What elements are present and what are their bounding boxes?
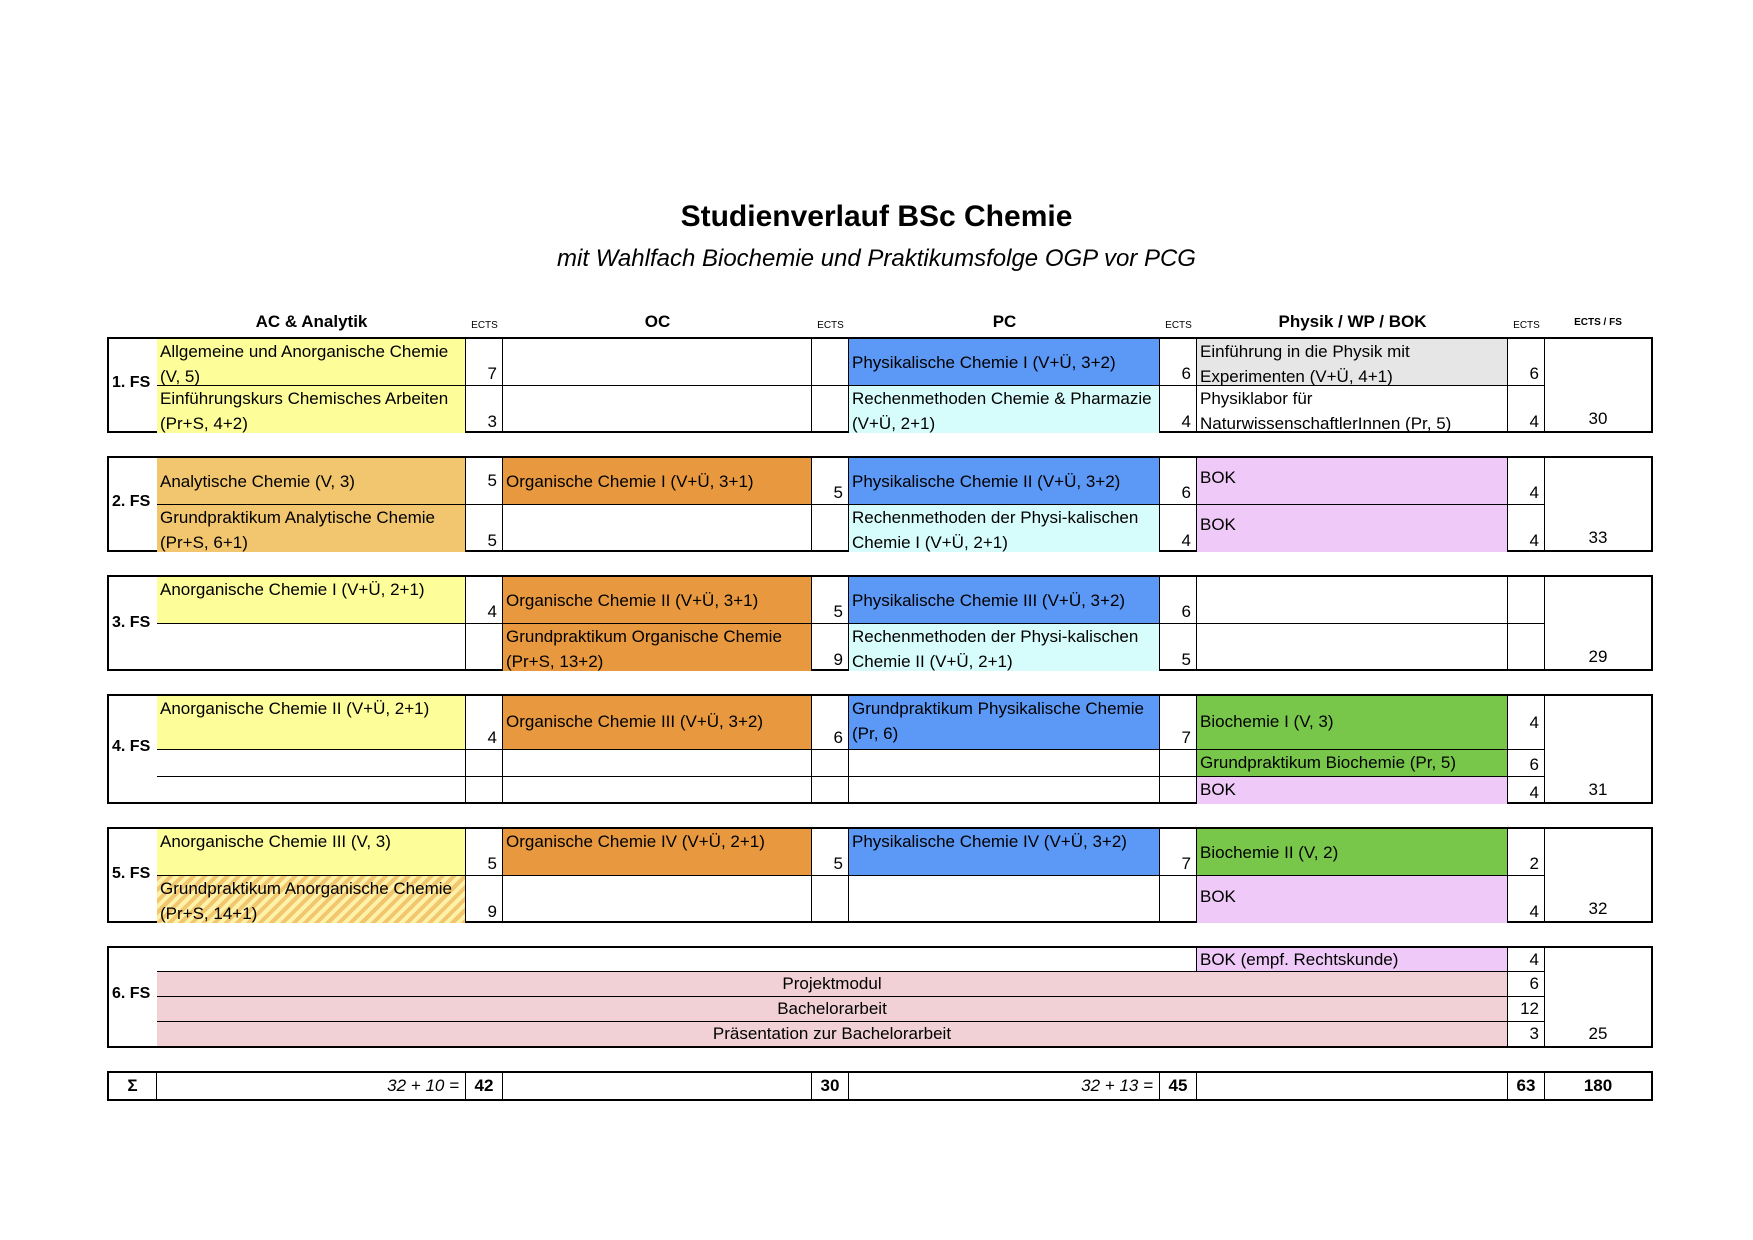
page-title: Studienverlauf BSc Chemie	[680, 200, 1073, 233]
course-physik-empty	[1197, 577, 1508, 624]
semester-label: 3. FS	[112, 614, 151, 631]
sum-oc-total: 30	[812, 1073, 849, 1099]
course-pc-1: Physikalische Chemie IV (V+Ü, 3+2)	[849, 829, 1160, 876]
ects-praesentation: 3	[1508, 1022, 1545, 1046]
header-ects-fs: ECTS / FS	[1574, 317, 1622, 328]
ects-biochemie-2: 2	[1508, 829, 1545, 876]
ects-bok-1: 4	[1508, 458, 1545, 505]
ects-ac-2: 3	[466, 386, 503, 433]
ects-oc-1: 5	[812, 458, 849, 505]
course-projektmodul: Projektmodul	[157, 972, 1508, 997]
ects-pc-empty	[1160, 777, 1197, 804]
ects-biochemie-1: 4	[1508, 696, 1545, 750]
ects-ac-1: 7	[466, 339, 503, 386]
ects-ac-1: 5	[466, 829, 503, 876]
ects-biochemie-2: 6	[1508, 750, 1545, 777]
ects-physik-empty	[1508, 624, 1545, 671]
ects-oc-empty	[812, 505, 849, 552]
semester-4-block	[107, 694, 1653, 804]
ects-ac-2: 5	[466, 505, 503, 552]
course-pc-empty	[849, 777, 1160, 804]
ects-oc-empty	[812, 339, 849, 386]
semester-total: 31	[1588, 780, 1608, 799]
course-ac-1: Anorganische Chemie II (V+Ü, 2+1)	[157, 696, 466, 750]
course-bok-1: BOK	[1197, 458, 1508, 505]
course-ac-1: Analytische Chemie (V, 3)	[157, 458, 466, 505]
ects-bok: 4	[1508, 777, 1545, 804]
ects-oc-2: 9	[812, 624, 849, 671]
ects-physik-1: 6	[1508, 339, 1545, 386]
header-ects-pc: ECTS	[1165, 320, 1192, 331]
course-ac-empty	[157, 624, 466, 671]
course-bachelorarbeit: Bachelorarbeit	[157, 997, 1508, 1022]
course-pc-empty	[849, 876, 1160, 923]
course-pc-1: Physikalische Chemie III (V+Ü, 3+2)	[849, 577, 1160, 624]
header-pc: PC	[992, 312, 1017, 331]
course-bok: BOK	[1197, 777, 1508, 804]
ects-oc-1: 6	[812, 696, 849, 750]
ects-pc-1: 7	[1160, 829, 1197, 876]
ects-pc-2: 4	[1160, 386, 1197, 433]
sum-oc-empty	[503, 1073, 812, 1099]
semester-label: 4. FS	[112, 738, 151, 755]
course-bok-2: BOK	[1197, 505, 1508, 552]
course-oc-empty	[503, 505, 812, 552]
course-ac-1: Anorganische Chemie III (V, 3)	[157, 829, 466, 876]
course-oc-empty	[503, 339, 812, 386]
semester-label: 6. FS	[112, 985, 151, 1002]
ects-bachelorarbeit: 12	[1508, 997, 1545, 1022]
sum-ac-formula: 32 + 10 =	[157, 1073, 466, 1099]
semester-6-block	[107, 946, 1653, 1048]
course-pc-2: Rechenmethoden der Physi-kalischen Chemie I (V+Ü, 2+1)	[849, 505, 1160, 552]
semester-1-block	[107, 337, 1653, 433]
ects-pc-empty	[1160, 750, 1197, 777]
course-physik-2: Physiklabor für NaturwissenschaftlerInnen (Pr, 5)	[1197, 386, 1508, 433]
course-oc-1: Organische Chemie III (V+Ü, 3+2)	[503, 696, 812, 750]
ects-oc-empty	[812, 386, 849, 433]
ects-oc-empty	[812, 777, 849, 804]
course-pc-2: Rechenmethoden Chemie & Pharmazie (V+Ü, 2+1)	[849, 386, 1160, 433]
semester-total: 25	[1588, 1024, 1608, 1043]
course-oc-empty	[503, 777, 812, 804]
semester-total: 32	[1588, 899, 1608, 918]
ects-ac-empty	[466, 777, 503, 804]
ects-pc-1: 6	[1160, 458, 1197, 505]
course-biochemie-2: Grundpraktikum Biochemie (Pr, 5)	[1197, 750, 1508, 777]
course-biochemie-1: Biochemie I (V, 3)	[1197, 696, 1508, 750]
ects-oc-1: 5	[812, 577, 849, 624]
course-bok: BOK	[1197, 876, 1508, 923]
header-physik: Physik / WP / BOK	[1278, 312, 1427, 331]
course-pc-2: Rechenmethoden der Physi-kalischen Chemie II (V+Ü, 2+1)	[849, 624, 1160, 671]
ects-oc-empty	[812, 750, 849, 777]
sum-pc-total: 45	[1160, 1073, 1197, 1099]
sum-symbol: Σ	[109, 1073, 157, 1099]
sum-grand-total: 180	[1583, 1076, 1613, 1095]
sum-physik-empty	[1197, 1073, 1508, 1099]
ects-physik-empty	[1508, 577, 1545, 624]
ects-projektmodul: 6	[1508, 972, 1545, 997]
ects-pc-empty	[1160, 876, 1197, 923]
sum-physik-total: 63	[1508, 1073, 1545, 1099]
course-physik-empty	[1197, 624, 1508, 671]
ects-pc-2: 5	[1160, 624, 1197, 671]
page-subtitle: mit Wahlfach Biochemie und Praktikumsfolge OGP vor PCG	[557, 245, 1196, 272]
ects-physik-2: 4	[1508, 386, 1545, 433]
semester-total: 29	[1588, 647, 1608, 666]
ects-ac-empty	[466, 624, 503, 671]
semester-total: 30	[1588, 409, 1608, 428]
course-oc-1: Organische Chemie II (V+Ü, 3+1)	[503, 577, 812, 624]
course-pc-1: Physikalische Chemie II (V+Ü, 3+2)	[849, 458, 1160, 505]
course-praesentation: Präsentation zur Bachelorarbeit	[157, 1022, 1508, 1046]
ects-ac-1: 4	[466, 696, 503, 750]
ects-oc-empty	[812, 876, 849, 923]
semester-2-block	[107, 456, 1653, 552]
ects-oc-1: 5	[812, 829, 849, 876]
course-pc-empty	[849, 750, 1160, 777]
course-ac-empty	[157, 777, 466, 804]
course-ac-1: Anorganische Chemie I (V+Ü, 2+1)	[157, 577, 466, 624]
course-bok: BOK (empf. Rechtskunde)	[1197, 948, 1508, 972]
ects-ac-1: 4	[466, 577, 503, 624]
course-pc-1: Grundpraktikum Physikalische Chemie (Pr, 6)	[849, 696, 1160, 750]
semester-3-block	[107, 575, 1653, 671]
course-ac-1: Allgemeine und Anorganische Chemie (V, 5)	[157, 339, 466, 386]
header-ac: AC & Analytik	[255, 312, 368, 331]
course-oc-empty	[503, 386, 812, 433]
course-oc-1: Organische Chemie I (V+Ü, 3+1)	[503, 458, 812, 505]
ects-pc-1: 7	[1160, 696, 1197, 750]
header-ects-oc: ECTS	[817, 320, 844, 331]
header-ects-ac: ECTS	[471, 320, 498, 331]
course-ac-2: Grundpraktikum Anorganische Chemie (Pr+S, 14+1)	[157, 876, 466, 923]
ects-pc-1: 6	[1160, 339, 1197, 386]
header-ects-physik: ECTS	[1513, 320, 1540, 331]
course-pc-1: Physikalische Chemie I (V+Ü, 3+2)	[849, 339, 1160, 386]
sum-pc-formula: 32 + 13 =	[849, 1073, 1160, 1099]
sum-row	[107, 1071, 1653, 1101]
course-oc-empty	[503, 750, 812, 777]
ects-ac-2: 9	[466, 876, 503, 923]
course-oc-1: Organische Chemie IV (V+Ü, 2+1)	[503, 829, 812, 876]
course-ac-2: Grundpraktikum Analytische Chemie (Pr+S, 6+1)	[157, 505, 466, 552]
sum-ac-total: 42	[466, 1073, 503, 1099]
course-ac-2: Einführungskurs Chemisches Arbeiten (Pr+S, 4+2)	[157, 386, 466, 433]
course-oc-empty	[503, 876, 812, 923]
semester-total: 33	[1588, 528, 1608, 547]
course-biochemie-2: Biochemie II (V, 2)	[1197, 829, 1508, 876]
course-ac-empty	[157, 750, 466, 777]
ects-bok: 4	[1508, 876, 1545, 923]
ects-pc-2: 4	[1160, 505, 1197, 552]
ects-bok: 4	[1508, 948, 1545, 972]
course-oc-2: Grundpraktikum Organische Chemie (Pr+S, 13+2)	[503, 624, 812, 671]
ects-pc-1: 6	[1160, 577, 1197, 624]
semester-label: 2. FS	[112, 493, 151, 510]
ects-bok-2: 4	[1508, 505, 1545, 552]
semester-label: 1. FS	[112, 374, 151, 391]
ects-ac-1: 5	[466, 458, 503, 505]
semester-5-block	[107, 827, 1653, 923]
header-oc: OC	[644, 312, 671, 331]
ects-ac-empty	[466, 750, 503, 777]
course-physik-1: Einführung in die Physik mit Experimenten (V+Ü, 4+1)	[1197, 339, 1508, 386]
semester-label: 5. FS	[112, 865, 151, 882]
empty-row	[157, 948, 1197, 972]
